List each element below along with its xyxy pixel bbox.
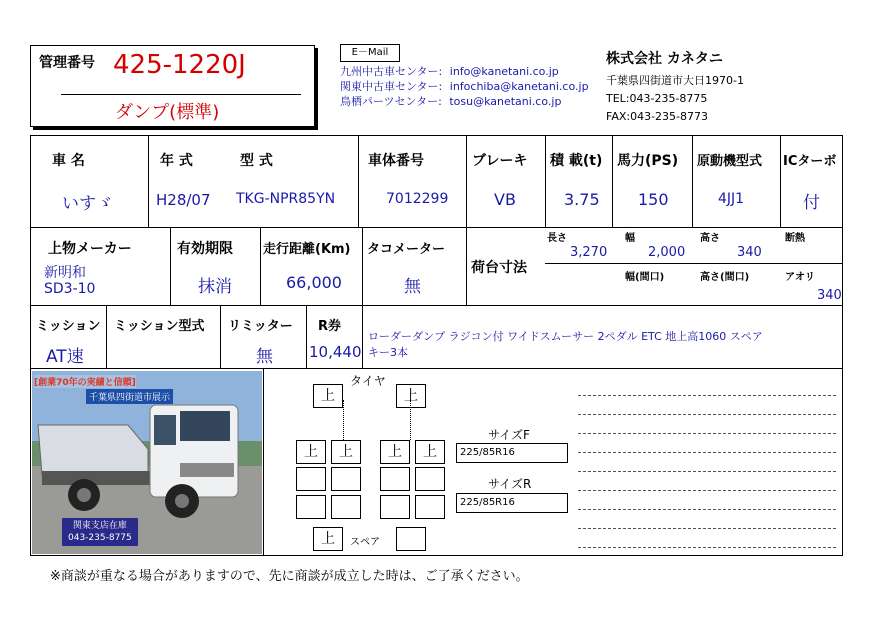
col-line [362, 227, 363, 305]
tire-slot-empty [296, 495, 326, 519]
axle-line [343, 400, 344, 440]
notes-line2: キー3本 [368, 346, 408, 359]
tire-rear-right-inner: 上 [380, 440, 410, 464]
photo-divider [263, 368, 264, 556]
row-line [30, 368, 843, 369]
value-load: 3.75 [564, 190, 600, 209]
photo-stock-line1: 関東支店在庫 [72, 521, 127, 531]
value-limiter: 無 [256, 347, 273, 367]
dims-divider [545, 263, 843, 264]
notes-dash-line [578, 528, 836, 529]
notes-dash-line [578, 471, 836, 472]
tire-slot-empty [296, 467, 326, 491]
value-tacho: 無 [404, 277, 421, 297]
dims-width-label: 幅 [625, 233, 635, 244]
contact-email[interactable]: tosu@kanetani.co.jp [449, 95, 562, 108]
contact-center: 九州中古車センター: [340, 65, 443, 78]
dims-length-value: 3,270 [570, 245, 608, 260]
tire-slot-empty [331, 495, 361, 519]
notes-dash-line [578, 414, 836, 415]
label-tacho: タコメーター [367, 242, 446, 257]
notes-dash-line [578, 433, 836, 434]
label-name: 車 名 [52, 153, 85, 169]
value-model: TKG-NPR85YN [236, 191, 336, 207]
tire-front-right: 上 [396, 384, 426, 408]
dims-height-value: 340 [737, 245, 762, 260]
row-line [30, 227, 843, 228]
label-mileage: 走行距離(Km) [263, 242, 351, 257]
dims-insulation-label: 断熱 [785, 233, 805, 244]
label-engine: 原動機型式 [697, 154, 763, 169]
value-year: H28/07 [156, 191, 211, 209]
value-maker-line1: 新明和 [44, 265, 86, 281]
tire-slot-empty [415, 495, 445, 519]
truck-photo [32, 371, 262, 554]
contact-kanto [340, 79, 589, 94]
value-mileage: 66,000 [286, 273, 342, 292]
label-dims: 荷台寸法 [471, 260, 527, 276]
dims-height-label: 高さ [700, 233, 720, 244]
label-load: 積 載(t) [550, 153, 603, 169]
size-r-value: 225/85R16 [460, 497, 515, 508]
notes-dash-line [578, 490, 836, 491]
label-brake: ブレーキ [472, 153, 528, 169]
value-hp: 150 [638, 190, 669, 209]
col-line [545, 135, 546, 227]
col-line [466, 135, 467, 227]
notes-dash-line [578, 547, 836, 548]
dims-width-gap-label: 幅(間口) [625, 272, 665, 283]
value-transmission: AT速 [46, 347, 84, 367]
contact-email[interactable]: info@kanetani.co.jp [449, 65, 559, 78]
contact-center: 関東中古車センター: [340, 80, 443, 93]
dims-width-value: 2,000 [648, 245, 686, 260]
col-line [780, 135, 781, 227]
col-line [362, 305, 363, 368]
contact-email[interactable]: infochiba@kanetani.co.jp [449, 80, 589, 93]
notes-dash-line [578, 509, 836, 510]
value-name: いすゞ [62, 194, 113, 214]
mgmt-label: 管理番号 [39, 55, 95, 71]
label-limiter: リミッター [228, 319, 293, 334]
contact-tosu [340, 94, 589, 109]
col-line [466, 227, 467, 305]
contact-list [340, 64, 589, 109]
notes-dash-line [578, 395, 836, 396]
size-f-value: 225/85R16 [460, 447, 515, 458]
mgmt-number: 425-1220J [113, 50, 246, 80]
tire-title: タイヤ [350, 374, 386, 388]
tire-slot-empty [415, 467, 445, 491]
axle-line [410, 400, 411, 440]
label-year: 年 式 [160, 153, 193, 169]
tire-slot-empty [380, 495, 410, 519]
value-brake: VB [494, 190, 516, 209]
value-chassis: 7012299 [386, 191, 449, 207]
vehicle-type: ダンプ(標準) [115, 102, 220, 123]
value-r-ticket: 10,440 [309, 343, 362, 361]
value-turbo: 付 [803, 193, 820, 213]
company-name: 株式会社 カネタニ [606, 51, 723, 67]
tire-spare: 上 [313, 527, 343, 551]
label-transmission: ミッション [36, 319, 101, 334]
email-label-box: E－Mail [340, 44, 400, 62]
photo-stock-badge [62, 518, 138, 546]
tire-slot-empty [331, 467, 361, 491]
company-fax: FAX:043-235-8773 [606, 110, 709, 123]
value-expiry: 抹消 [198, 277, 232, 297]
notes-line1: ローダーダンプ ラジコン付 ワイドスムーサー 2ペダル ETC 地上高1060 スペア [368, 330, 763, 343]
col-line [358, 135, 359, 227]
value-maker-line2: SD3-10 [44, 281, 96, 297]
mgmt-divider [61, 94, 301, 95]
tire-slot-empty [396, 527, 426, 551]
col-line [170, 227, 171, 305]
notes-dash-line [578, 452, 836, 453]
size-f-label: サイズF [488, 428, 530, 442]
tire-rear-left-inner: 上 [331, 440, 361, 464]
col-line [260, 227, 261, 305]
tire-front-left: 上 [313, 384, 343, 408]
label-hp: 馬力(PS) [617, 153, 679, 169]
col-line [306, 305, 307, 368]
photo-banner: [創業70年の実績と信頼] [34, 375, 136, 388]
label-chassis: 車体番号 [368, 153, 424, 169]
col-line [148, 135, 149, 227]
value-engine: 4JJ1 [718, 191, 745, 207]
photo-location: 千葉県四街道市展示 [86, 389, 173, 404]
dims-tilt-label: アオリ [785, 272, 815, 283]
tire-slot-empty [380, 467, 410, 491]
col-line [692, 135, 693, 227]
contact-center: 鳥栖パーツセンター: [340, 95, 442, 108]
company-info [606, 48, 744, 126]
label-maker: 上物メーカー [48, 241, 132, 257]
company-address: 千葉県四街道市大日1970-1 [606, 74, 744, 87]
col-line [612, 135, 613, 227]
col-line [220, 305, 221, 368]
label-expiry: 有効期限 [177, 241, 233, 257]
spare-label: スペア [350, 537, 380, 548]
label-r-ticket: R券 [318, 319, 342, 334]
company-tel: TEL:043-235-8775 [606, 92, 708, 105]
label-trans-model: ミッション型式 [114, 319, 205, 334]
label-model: 型 式 [240, 153, 273, 169]
dims-height-gap-label: 高さ(間口) [700, 272, 750, 283]
size-r-label: サイズR [488, 477, 532, 491]
contact-kyushu [340, 64, 589, 79]
col-line [106, 305, 107, 368]
dims-tilt-value: 340 [817, 288, 842, 303]
management-box [30, 45, 315, 127]
row-line [30, 305, 843, 306]
dims-length-label: 長さ [547, 233, 567, 244]
label-turbo: ICターボ [783, 154, 837, 169]
photo-stock-line2: 043-235-8775 [68, 533, 132, 543]
tire-rear-right-outer: 上 [415, 440, 445, 464]
footer-note: ※商談が重なる場合がありますので、先に商談が成立した時は、ご了承ください。 [50, 569, 529, 584]
tire-rear-left-outer: 上 [296, 440, 326, 464]
